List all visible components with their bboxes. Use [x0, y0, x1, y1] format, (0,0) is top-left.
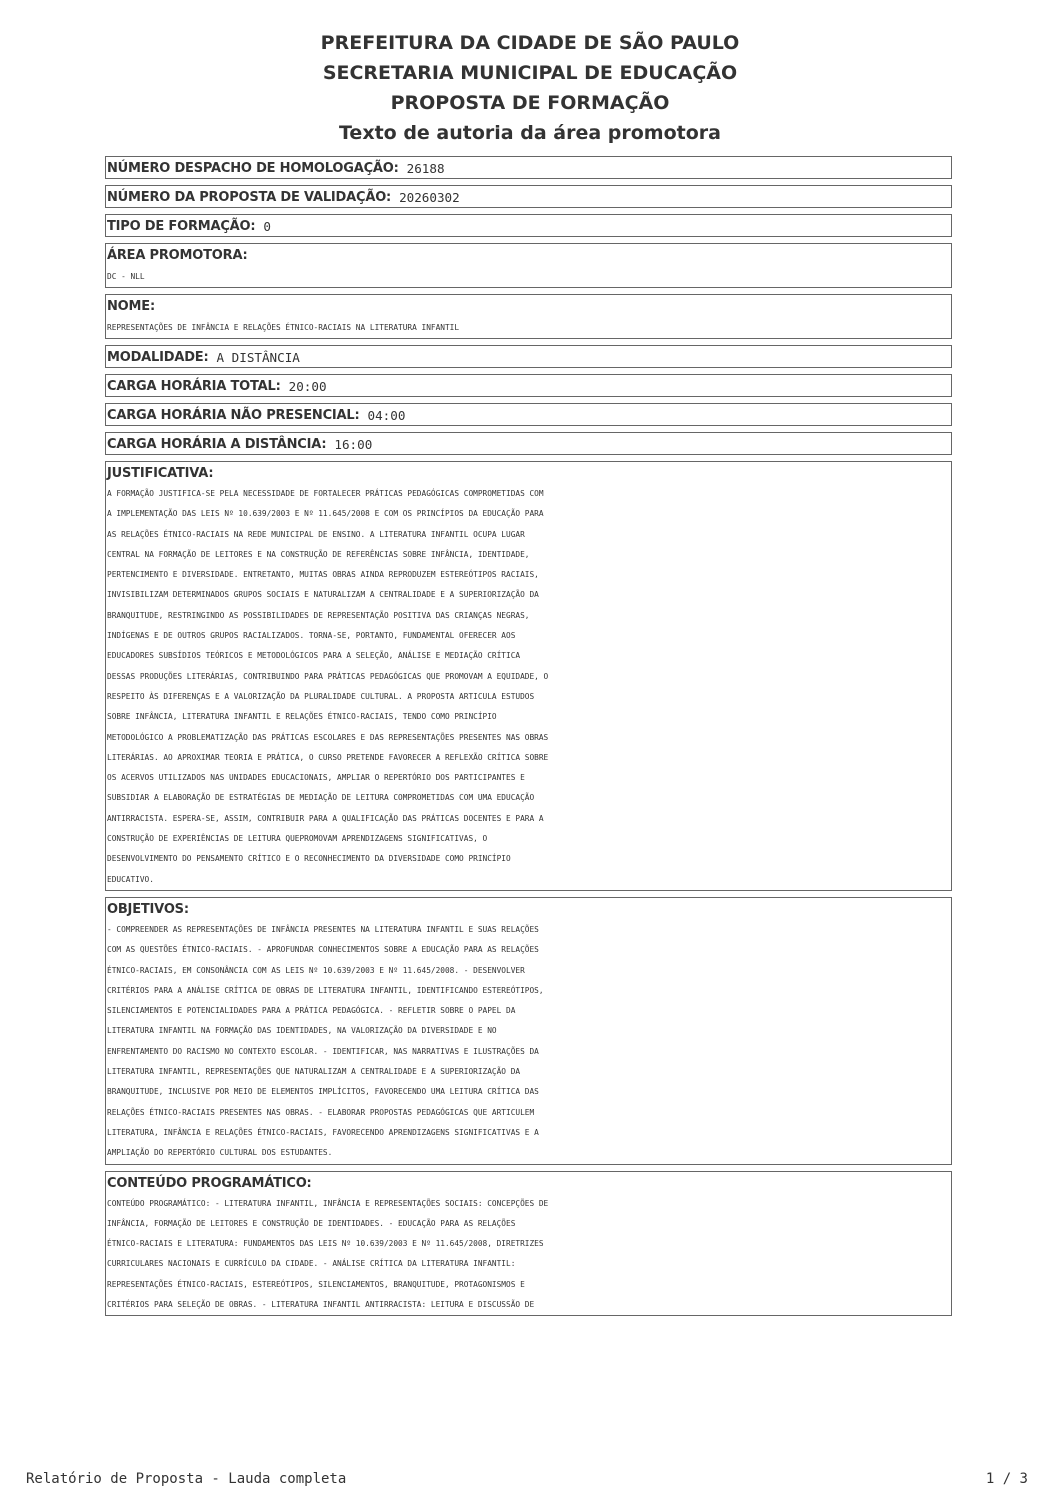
field-label: NÚMERO DA PROPOSTA DE VALIDAÇÃO:	[107, 189, 392, 205]
report-title: Relatório de Proposta - Lauda completa	[26, 1471, 347, 1487]
field-label: CARGA HORÁRIA NÃO PRESENCIAL:	[107, 407, 360, 423]
field-label: CONTEÚDO PROGRAMÁTICO:	[107, 1175, 312, 1191]
field-label: NOME:	[107, 299, 155, 314]
field-value: 20:00	[288, 378, 327, 394]
field-text: - COMPREENDER AS REPRESENTAÇÕES DE INFÂNCIA PRESENTES NA LITERATURA INFANTIL E SUAS RELAÇÕES COM AS QUESTÕES ÉTNICO-RACIAIS. - APROFUNDAR CONHECIMENTOS SOBRE A EDUCAÇÃO PARA AS RELAÇÕES ÉTNICO-RACIAIS, EM CONSONÂNCIA COM AS LEIS Nº 10.639/2003 E Nº 11.645/2008. - DESENVOLVER CRITÉRIOS PARA A ANÁLISE CRÍTICA DE OBRAS DE LITERATURA INFANTIL, IDENTIFICANDO ESTEREÓTIPOS, SILENCIAMENTOS E POTENCIALIDADES PARA A PRÁTICA PEDAGÓGICA. - REFLETIR SOBRE O PAPEL DA LITERATURA INFANTIL NA FORMAÇÃO DAS IDENTIDADES, NA VALORIZAÇÃO DA DIVERSIDADE E NO ENFRENTAMENTO DO RACISMO NO CONTEXTO ESCOLAR. - IDENTIFICAR, NAS NARRATIVAS E ILUSTRAÇÕES DA LITERATURA INFANTIL, REPRESENTAÇÕES QUE NATURALIZAM A CENTRALIDADE E A SUPERIORIZAÇÃO DA BRANQUITUDE, INCLUSIVE POR MEIO DE ELEMENTOS IMPLÍCITOS, FAVORECENDO UMA LEITURA CRÍTICA DAS RELAÇÕES ÉTNICO-RACIAIS PRESENTES NAS OBRAS. - ELABORAR PROPOSTAS PEDAGÓGICAS QUE ARTICULEM LITERATURA, INFÂNCIA E RELAÇÕES ÉTNICO-RACIAIS, FAVORECENDO APRENDIZAGENS SIGNIFICATIVAS E A AMPLIAÇÃO DO REPERTÓRIO CULTURAL DOS ESTUDANTES.	[107, 924, 544, 1158]
field-text: CONTEÚDO PROGRAMÁTICO: - LITERATURA INFANTIL, INFÂNCIA E REPRESENTAÇÕES SOCIAIS: CONCEPÇÕES DE INFÂNCIA, FORMAÇÃO DE LEITORES E CONSTRUÇÃO DE IDENTIDADES. - EDUCAÇÃO PARA AS RELAÇÕES ÉTNICO-RACIAIS E LITERATURA: FUNDAMENTOS DAS LEIS Nº 10.639/2003 E Nº 11.645/2008, DIRETRIZES CURRICULARES NACIONAIS E CURRÍCULO DA CIDADE. - ANÁLISE CRÍTICA DA LITERATURA INFANTIL: REPRESENTAÇÕES ÉTNICO-RACIAIS, ESTEREÓTIPOS, SILENCIAMENTOS, BRANQUITUDE, PROTAGONISMOS E CRITÉRIOS PARA SELEÇÃO DE OBRAS. - LITERATURA INFANTIL ANTIRRACISTA: LEITURA E DISCUSSÃO DE	[107, 1198, 549, 1309]
page-number: 1 / 3	[985, 1471, 1028, 1487]
field-value: 04:00	[367, 407, 406, 423]
field-value: 0	[263, 218, 271, 234]
field-conteudo-programatico	[105, 1171, 952, 1317]
field-label: CARGA HORÁRIA A DISTÂNCIA:	[107, 436, 327, 452]
field-value: A DISTÂNCIA	[216, 349, 300, 365]
field-label: MODALIDADE:	[107, 349, 209, 365]
field-text: A FORMAÇÃO JUSTIFICA-SE PELA NECESSIDADE DE FORTALECER PRÁTICAS PEDAGÓGICAS COMPROMETIDAS COM A IMPLEMENTAÇÃO DAS LEIS Nº 10.639/2003 E Nº 11.645/2008 E COM OS PRINCÍPIOS DA EDUCAÇÃO PARA AS RELAÇÕES ÉTNICO-RACIAIS NA REDE MUNICIPAL DE ENSINO. A LITERATURA INFANTIL OCUPA LUGAR CENTRAL NA FORMAÇÃO DE LEITORES E NA CONSTRUÇÃO DE REFERÊNCIAS SOBRE INFÂNCIA, IDENTIDADE, PERTENCIMENTO E DIVERSIDADE. ENTRETANTO, MUITAS OBRAS AINDA REPRODUZEM ESTEREÓTIPOS RACIAIS, INVISIBILIZAM DETERMINADOS GRUPOS SOCIAIS E NATURALIZAM A CENTRALIDADE E A SUPERIORIZAÇÃO DA BRANQUITUDE, RESTRINGINDO AS POSSIBILIDADES DE REPRESENTAÇÃO POSITIVA DAS CRIANÇAS NEGRAS, INDÍGENAS E DE OUTROS GRUPOS RACIALIZADOS. TORNA-SE, PORTANTO, FUNDAMENTAL OFERECER AOS EDUCADORES SUBSÍDIOS TEÓRICOS E METODOLÓGICOS PARA A SELEÇÃO, ANÁLISE E MEDIAÇÃO CRÍTICA DESSAS PRODUÇÕES LITERÁRIAS, CONTRIBUINDO PARA PRÁTICAS PEDAGÓGICAS QUE PROMOVAM A EQUIDADE, O RESPEITO ÀS DIFERENÇAS E A VALORIZAÇÃO DA PLURALIDADE CULTURAL. A PROPOSTA ARTICULA ESTUDOS SOBRE INFÂNCIA, LITERATURA INFANTIL E RELAÇÕES ÉTNICO-RACIAIS, TENDO COMO PRINCÍPIO METODOLÓGICO A PROBLEMATIZAÇÃO DAS PRÁTICAS ESCOLARES E DAS REPRESENTAÇÕES PRESENTES NAS OBRAS LITERÁRIAS. AO APROXIMAR TEORIA E PRÁTICA, O CURSO PRETENDE FAVORECER A REFLEXÃO CRÍTICA SOBRE OS ACERVOS UTILIZADOS NAS UNIDADES EDUCACIONAIS, AMPLIAR O REPERTÓRIO DOS PARTICIPANTES E SUBSIDIAR A ELABORAÇÃO DE ESTRATÉGIAS DE MEDIAÇÃO DE LEITURA COMPROMETIDAS COM UMA EDUCAÇÃO ANTIRRACISTA. ESPERA-SE, ASSIM, CONTRIBUIR PARA A QUALIFICAÇÃO DAS PRÁTICAS DOCENTES E PARA A CONSTRUÇÃO DE EXPERIÊNCIAS DE LEITURA QUEPROMOVAM APRENDIZAGENS SIGNIFICATIVAS, O DESENVOLVIMENTO DO PENSAMENTO CRÍTICO E O RECONHECIMENTO DA DIVERSIDADE COMO PRINCÍPIO EDUCATIVO.	[107, 489, 549, 884]
field-label: ÁREA PROMOTORA:	[107, 248, 248, 263]
header-prefeitura: PREFEITURA DA CIDADE DE SÃO PAULO	[320, 32, 740, 54]
field-justificativa	[105, 461, 952, 891]
proposal-fields	[105, 156, 952, 1322]
header-secretaria: SECRETARIA MUNICIPAL DE EDUCAÇÃO	[322, 62, 738, 84]
field-label: NÚMERO DESPACHO DE HOMOLOGAÇÃO:	[107, 160, 399, 176]
field-value: 26188	[406, 160, 445, 176]
header-subtitle: Texto de autoria da área promotora	[339, 122, 721, 144]
header-proposta: PROPOSTA DE FORMAÇÃO	[390, 92, 670, 114]
field-carga-nao-presencial	[105, 403, 952, 426]
field-value: DC - NLL	[107, 272, 145, 281]
field-area-promotora	[105, 243, 952, 288]
field-value: 16:00	[334, 436, 373, 452]
document-header	[0, 28, 1060, 148]
field-label: JUSTIFICATIVA:	[107, 466, 214, 481]
field-carga-distancia	[105, 432, 952, 455]
field-label: TIPO DE FORMAÇÃO:	[107, 218, 256, 234]
field-despacho	[105, 156, 952, 179]
page-footer	[26, 1471, 1028, 1487]
field-proposta-validacao	[105, 185, 952, 208]
field-modalidade	[105, 345, 952, 368]
field-objetivos	[105, 897, 952, 1165]
field-label: CARGA HORÁRIA TOTAL:	[107, 378, 281, 394]
field-tipo-formacao	[105, 214, 952, 237]
field-nome	[105, 294, 952, 339]
field-carga-total	[105, 374, 952, 397]
field-value: REPRESENTAÇÕES DE INFÂNCIA E RELAÇÕES ÉTNICO-RACIAIS NA LITERATURA INFANTIL	[107, 323, 460, 332]
field-label: OBJETIVOS:	[107, 901, 189, 917]
field-value: 20260302	[399, 189, 460, 205]
